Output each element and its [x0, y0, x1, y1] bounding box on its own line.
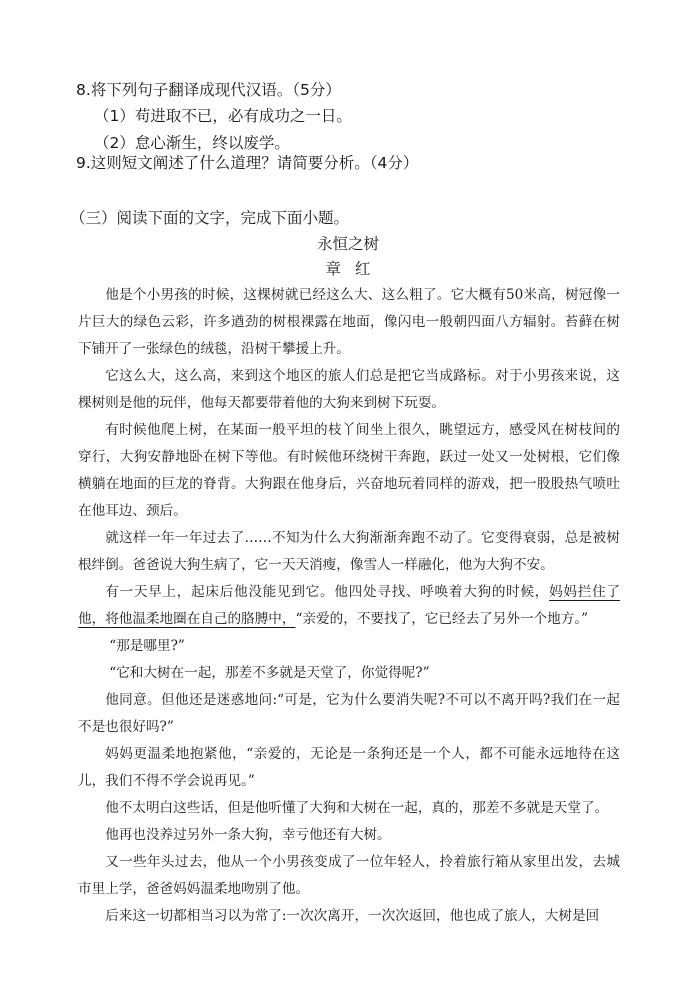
- paragraph: 又一些年头过去，他从一个小男孩变成了一位年轻人，拎着旅行箱从家里出发，去城市里上学，爸爸妈妈温柔地吻别了他。: [78, 854, 620, 897]
- section-heading: （三）阅读下面的文字，完成下面小题。: [70, 209, 350, 227]
- paragraph: 后来这一切都相当习以为常了:一次次离开，一次次返回，他也成了旅人，大树是回: [105, 908, 600, 924]
- paragraph: 他再也没养过另外一条大狗，幸亏他还有大树。: [105, 827, 391, 843]
- dialog-line: “那是哪里?”: [109, 638, 185, 654]
- passage-author: 章红: [325, 260, 385, 278]
- paragraph-text: 有一天早上，起床后他没能见到它。他四处寻找、呼唤着大狗的时候，: [105, 584, 550, 600]
- question-8: 8.将下列句子翻译成现代汉语。（5分）: [76, 81, 341, 99]
- paragraph: 他同意。但他还是迷惑地问:“可是，它为什么要消失呢?不可以不离开吗?我们在一起不是也很好吗?”: [78, 692, 620, 735]
- question-8-item-2: （2）怠心渐生，终以废学。: [94, 134, 290, 152]
- paragraph: 他是个小男孩的时候，这棵树就已经这么大、这么粗了。它大概有50米高，树冠像一片巨大的绿色云彩，许多遒劲的树根裸露在地面，像闪电一般朝四面八方辐射。苔藓在树下铺开了一张绿色的绒毯，沿树干攀援上升。: [78, 287, 620, 357]
- passage-title: 永恒之树: [316, 235, 379, 253]
- dialog-line: “它和大树在一起，那差不多就是天堂了，你觉得呢?”: [109, 665, 430, 681]
- paragraph: 妈妈更温柔地抱紧他，“亲爱的，无论是一条狗还是一个人，都不可能永远地待在这儿，我们不得不学会说再见。”: [78, 746, 620, 789]
- passage-body: [78, 282, 620, 930]
- question-9: 9.这则短文阐述了什么道理？请简要分析。（4分）: [76, 154, 419, 172]
- paragraph: 它这么大，这么高，来到这个地区的旅人们总是把它当成路标。对于小男孩来说，这棵树则是他的玩伴，他每天都要带着他的大狗来到树下玩耍。: [78, 368, 620, 411]
- paragraph: 他不太明白这些话，但是他听懂了大狗和大树在一起，真的，那差不多就是天堂了。: [105, 800, 609, 816]
- question-8-item-1: （1）苟进取不已，必有成功之一日。: [94, 107, 352, 125]
- underlined-sentence: 将他温柔地圈在自己的胳膊中，: [105, 611, 296, 627]
- paragraph-text: “亲爱的，不要找了，它已经去了另外一个地方。”: [295, 611, 589, 627]
- paragraph: 就这样一年一年过去了……不知为什么大狗渐渐奔跑不动了。它变得衰弱，总是被树根绊倒。爸爸说大狗生病了，它一天天消瘦，像雪人一样融化，他为大狗不安。: [78, 530, 620, 573]
- paragraph-underlined: [78, 579, 620, 633]
- paragraph: 有时候他爬上树，在某面一般平坦的枝丫间坐上很久，眺望远方，感受风在树枝间的穿行，大狗安静地卧在树下等他。有时候他环绕树干奔跑，跃过一处又一处树根，它们像横躺在地面的巨龙的脊背。大狗跟在他身后，兴奋地玩着同样的游戏，把一股股热气喷吐在他耳边、颈后。: [78, 422, 620, 519]
- underlined-sentence: 妈妈拦住了他，: [78, 584, 621, 627]
